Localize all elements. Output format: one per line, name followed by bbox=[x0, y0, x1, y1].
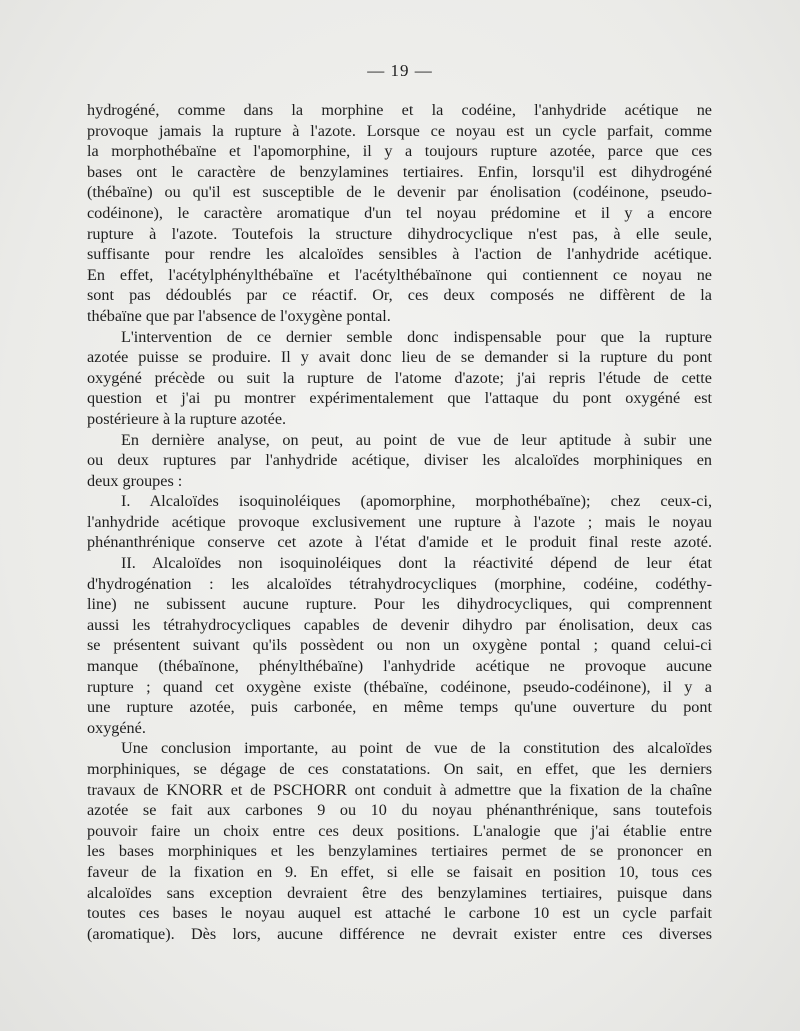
text-line: toutes ces bases le noyau auquel est attaché le carbone 10 est un cycle parfait bbox=[87, 904, 712, 923]
text-line: I. Alcaloïdes isoquinoléiques (apomorphine, morphothébaïne); chez ceux-ci, bbox=[121, 492, 712, 511]
text-line: une rupture azotée, puis carbonée, en même temps qu'une ouverture du pont bbox=[87, 698, 712, 717]
body-text bbox=[87, 100, 712, 944]
text-line: suffisante pour rendre les alcaloïdes sensibles à l'action de l'anhydride acétique. bbox=[87, 245, 712, 264]
text-line: question et j'ai pu montrer expérimentalement que l'attaque du pont oxygéné est bbox=[87, 389, 712, 408]
text-line: L'intervention de ce dernier semble donc indispensable pour que la rupture bbox=[121, 327, 712, 346]
text-line: rupture ; quand cet oxygène existe (thébaïne, codéinone, pseudo-codéinone), il y a bbox=[87, 677, 712, 696]
text-line: hydrogéné, comme dans la morphine et la codéine, l'anhydride acétique ne bbox=[87, 101, 712, 119]
text-line: les bases morphiniques et les benzylamines tertiaires permet de se prononcer en bbox=[87, 842, 712, 861]
text-line: En effet, l'acétylphénylthébaïne et l'acétylthébaïnone qui contiennent ce noyau ne bbox=[87, 265, 712, 284]
text-line: En dernière analyse, on peut, au point de vue de leur aptitude à subir une bbox=[121, 430, 712, 449]
text-line: Une conclusion importante, au point de vue de la constitution des alcaloïdes bbox=[121, 739, 712, 758]
text-line: phénanthrénique conserve cet azote à l'état d'amide et le produit final reste azoté. bbox=[87, 533, 712, 552]
text-line: (thébaïne) ou qu'il est susceptible de le devenir par énolisation (codéinone, pseudo- bbox=[87, 183, 712, 202]
text-line: aussi les tétrahydrocycliques capables de devenir dihydro par énolisation, deux cas bbox=[87, 615, 712, 634]
text-line: pouvoir faire un choix entre ces deux positions. L'analogie que j'ai établie entre bbox=[87, 821, 712, 840]
text-line: rupture à l'azote. Toutefois la structure dihydrocyclique n'est pas, à elle seule, bbox=[87, 224, 712, 243]
text-line: morphiniques, se dégage de ces constatations. On sait, en effet, que les derniers bbox=[87, 760, 712, 778]
text-line: manque (thébaïnone, phénylthébaïne) l'anhydride acétique ne provoque aucune bbox=[87, 657, 712, 676]
text-line: se présentent suivant qu'ils possèdent ou non un oxygène pontal ; quand celui-ci bbox=[87, 636, 712, 655]
text-line: bases ont le caractère de benzylamines tertiaires. Enfin, lorsqu'il est dihydrogéné bbox=[87, 162, 712, 181]
text-line: azotée puisse se produire. Il y avait donc lieu de se demander si la rupture du pont bbox=[87, 348, 712, 367]
page-number: — 19 — bbox=[367, 61, 433, 80]
text-line: travaux de KNORR et de PSCHORR ont conduit à admettre que la fixation de la chaîne bbox=[87, 780, 712, 799]
text-line: provoque jamais la rupture à l'azote. Lorsque ce noyau est un cycle parfait, comme bbox=[87, 121, 712, 140]
text-line: II. Alcaloïdes non isoquinoléiques dont la réactivité dépend de leur état bbox=[121, 554, 712, 573]
text-line: codéinone), le caractère aromatique d'un tel noyau prédomine et il y a encore bbox=[87, 203, 712, 222]
text-line: postérieure à la rupture azotée. bbox=[87, 409, 287, 428]
text-line: sont pas dédoublés par ce réactif. Or, ces deux composés ne diffèrent de la bbox=[87, 286, 712, 305]
text-line: alcaloïdes sans exception devraient être des benzylamines tertiaires, puisque dans bbox=[87, 883, 712, 902]
text-line: thébaïne que par l'absence de l'oxygène pontal. bbox=[87, 306, 391, 325]
text-line: azotée se fait aux carbones 9 ou 10 du noyau phénanthrénique, sans toutefois bbox=[87, 801, 712, 820]
text-line: line) ne subissent aucune rupture. Pour les dihydrocycliques, qui comprennent bbox=[87, 595, 712, 614]
text-line: faveur de la fixation en 9. En effet, si elle se faisait en position 10, tous ces bbox=[87, 862, 712, 881]
text-line: la morphothébaïne et l'apomorphine, il y a toujours rupture azotée, parce que ces bbox=[87, 142, 712, 161]
text-line: l'anhydride acétique provoque exclusivement une rupture à l'azote ; mais le noyau bbox=[87, 512, 712, 531]
text-line: deux groupes : bbox=[87, 471, 183, 490]
text-line: oxygéné précède ou suit la rupture de l'atome d'azote; j'ai repris l'étude de cette bbox=[87, 368, 712, 387]
text-line: oxygéné. bbox=[87, 718, 146, 737]
text-line: (aromatique). Dès lors, aucune différence ne devrait exister entre ces diverses bbox=[87, 924, 712, 943]
text-line: ou deux ruptures par l'anhydride acétique, diviser les alcaloïdes morphiniques en bbox=[87, 451, 712, 470]
text-line: d'hydrogénation : les alcaloïdes tétrahydrocycliques (morphine, codéine, codéthy- bbox=[87, 574, 712, 593]
